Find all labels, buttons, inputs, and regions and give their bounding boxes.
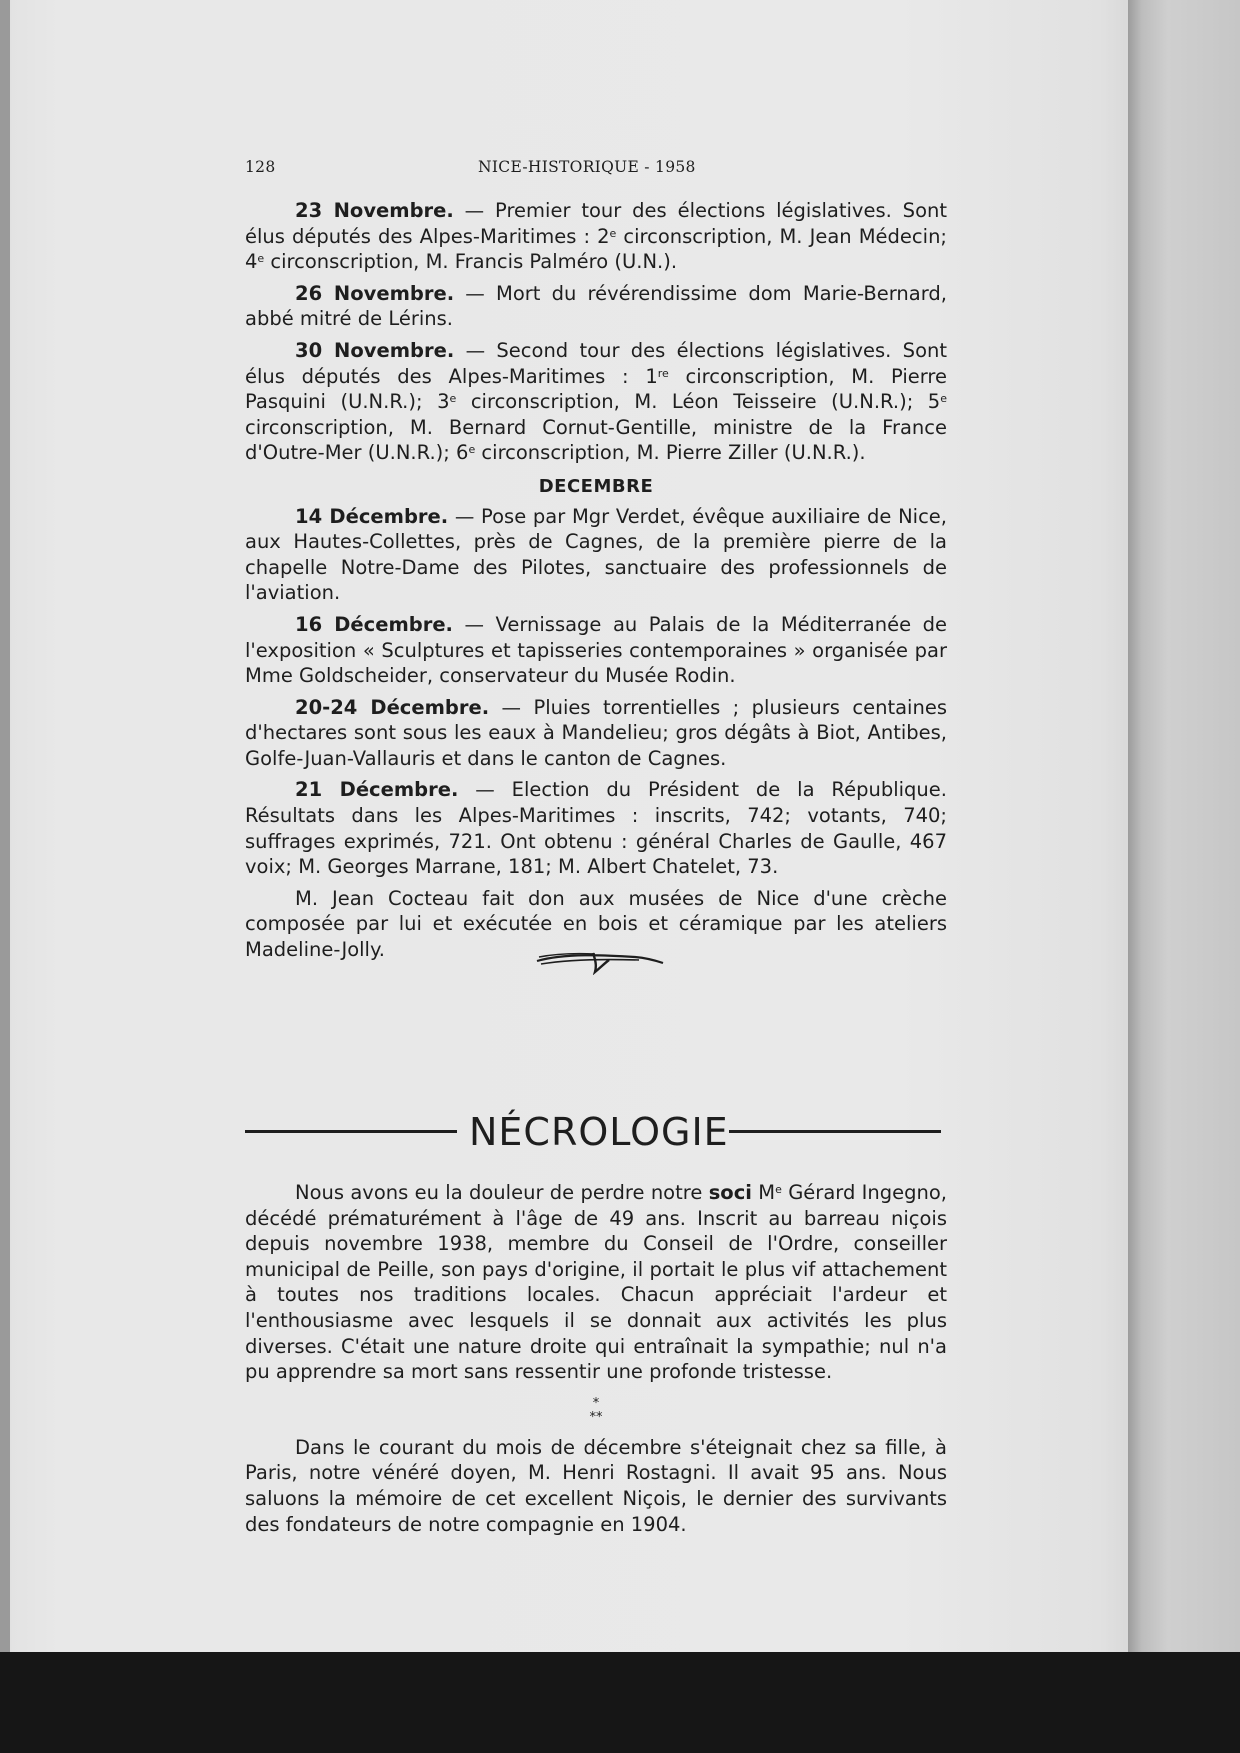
running-title: NICE-HISTORIQUE - 1958 (478, 158, 696, 176)
asterism-separator: * ** (589, 1395, 603, 1425)
chronicle-november (245, 198, 947, 969)
entry-23-novembre: 23 Novembre. — Premier tour des élections législatives. Sont élus députés des Alpes-Maritimes : 2e circonscription, M. Jean Médecin; 4e circonscription, M. Francis Palméro (U.N.). (245, 199, 947, 274)
obituary-rostagni: Dans le courant du mois de décembre s'éteignait chez sa fille, à Paris, notre vénéré doyen, M. Henri Rostagni. Il avait 95 ans. Nous saluons la mémoire de cet excellent Niçois, le dernier des survivants des fondateurs de notre compagnie en 1904. (245, 1435, 947, 1536)
entry-20-24-decembre (245, 695, 947, 772)
entry-text: — Pluies torrentielles ; plusieurs centaines d'hectares sont sous les eaux à Mandelieu; gros dégâts à Biot, Antibes, Golfe-Juan-Vallauris et dans le canton de Cagnes. (245, 695, 947, 770)
entry-text: M. Jean Cocteau fait don aux musées de Nice d'une crèche composée par lui et exécutée en bois et céramique par les ateliers Madeline-Jolly. (245, 886, 947, 962)
entry-date: 26 Novembre. (295, 281, 455, 305)
running-head (245, 158, 945, 180)
necrologie-heading (245, 1108, 947, 1164)
entry-text: — Mort du révérendissime dom Marie-Bernard, abbé mitré de Lérins. (245, 281, 947, 331)
obituary-ingegno: Nous avons eu la douleur de perdre notre soci Me Gérard Ingegno, décédé prématurément à l'âge de 49 ans. Inscrit au barreau niçois depuis novembre 1938, membre du Conseil de l'Ordre, conseiller municipal de Peille, son pays d'origine, il portait le plus vif attachement à toutes nos traditions locales. Chacun appréciait l'ardeur et l'enthousiasme avec lesquels il se donnait aux activités les plus diverses. C'était une nature droite qui entraînait la sympathie; nul n'a pu apprendre sa mort sans ressentir une profonde tristesse. (245, 1181, 948, 1384)
section-title: NÉCROLOGIE (469, 1110, 729, 1154)
scan-bottom-border (0, 1652, 1240, 1753)
book-spine-shadow (1128, 0, 1240, 1655)
page-number: 128 (245, 158, 276, 176)
entry-30-novembre: 30 Novembre. — Second tour des élections législatives. Sont élus députés des Alpes-Maritimes : 1re circonscription, M. Pierre Pasquini (U.N.R.); 3e circonscription, M. Léon Teisseire (U.N.R.); 5e circonscription, M. Bernard Cornut-Gentille, ministre de la France d'Outre-Mer (U.N.R.); 6e circonscription, M. Pierre Ziller (U.N.R.). (245, 338, 948, 465)
page-left-edge (0, 0, 10, 1655)
entry-date: 21 Décembre. (295, 778, 459, 802)
entry-date: 30 Novembre. (295, 338, 455, 362)
entry-date: 14 Décembre. (295, 504, 449, 528)
month-heading: DECEMBRE (538, 475, 654, 497)
entry-14-decembre (245, 504, 947, 606)
entry-date: 20-24 Décembre. (295, 695, 490, 719)
entry-26-novembre (245, 281, 947, 332)
entry-date: 16 Décembre. (295, 612, 453, 636)
entry-16-decembre (245, 612, 947, 689)
heading-rule-left (245, 1130, 457, 1133)
flourish-ornament-icon (535, 945, 665, 975)
entry-text: — Vernissage au Palais de la Méditerranée de l'exposition « Sculptures et tapisseries contemporaines » organisée par Mme Goldscheider, conservateur du Musée Rodin. (245, 612, 947, 688)
heading-rule-right (729, 1130, 941, 1133)
entry-text: — Election du Président de la République. Résultats dans les Alpes-Maritimes : inscrits, 742; votants, 740; suffrages exprimés, 721. Ont obtenu : général Charles de Gaulle, 467 voix; M. Georges Marrane, 181; M. Albert Chatelet, 73. (245, 778, 947, 879)
entry-text: — Pose par Mgr Verdet, évêque auxiliaire de Nice, aux Hautes-Collettes, près de Cagnes, de la première pierre de la chapelle Notre-Dame des Pilotes, sanctuaire des professionnels de l'aviation. (245, 504, 947, 605)
necrologie-body (245, 1180, 947, 1541)
entry-21-decembre (245, 777, 947, 879)
entry-date: 23 Novembre. (295, 199, 454, 222)
